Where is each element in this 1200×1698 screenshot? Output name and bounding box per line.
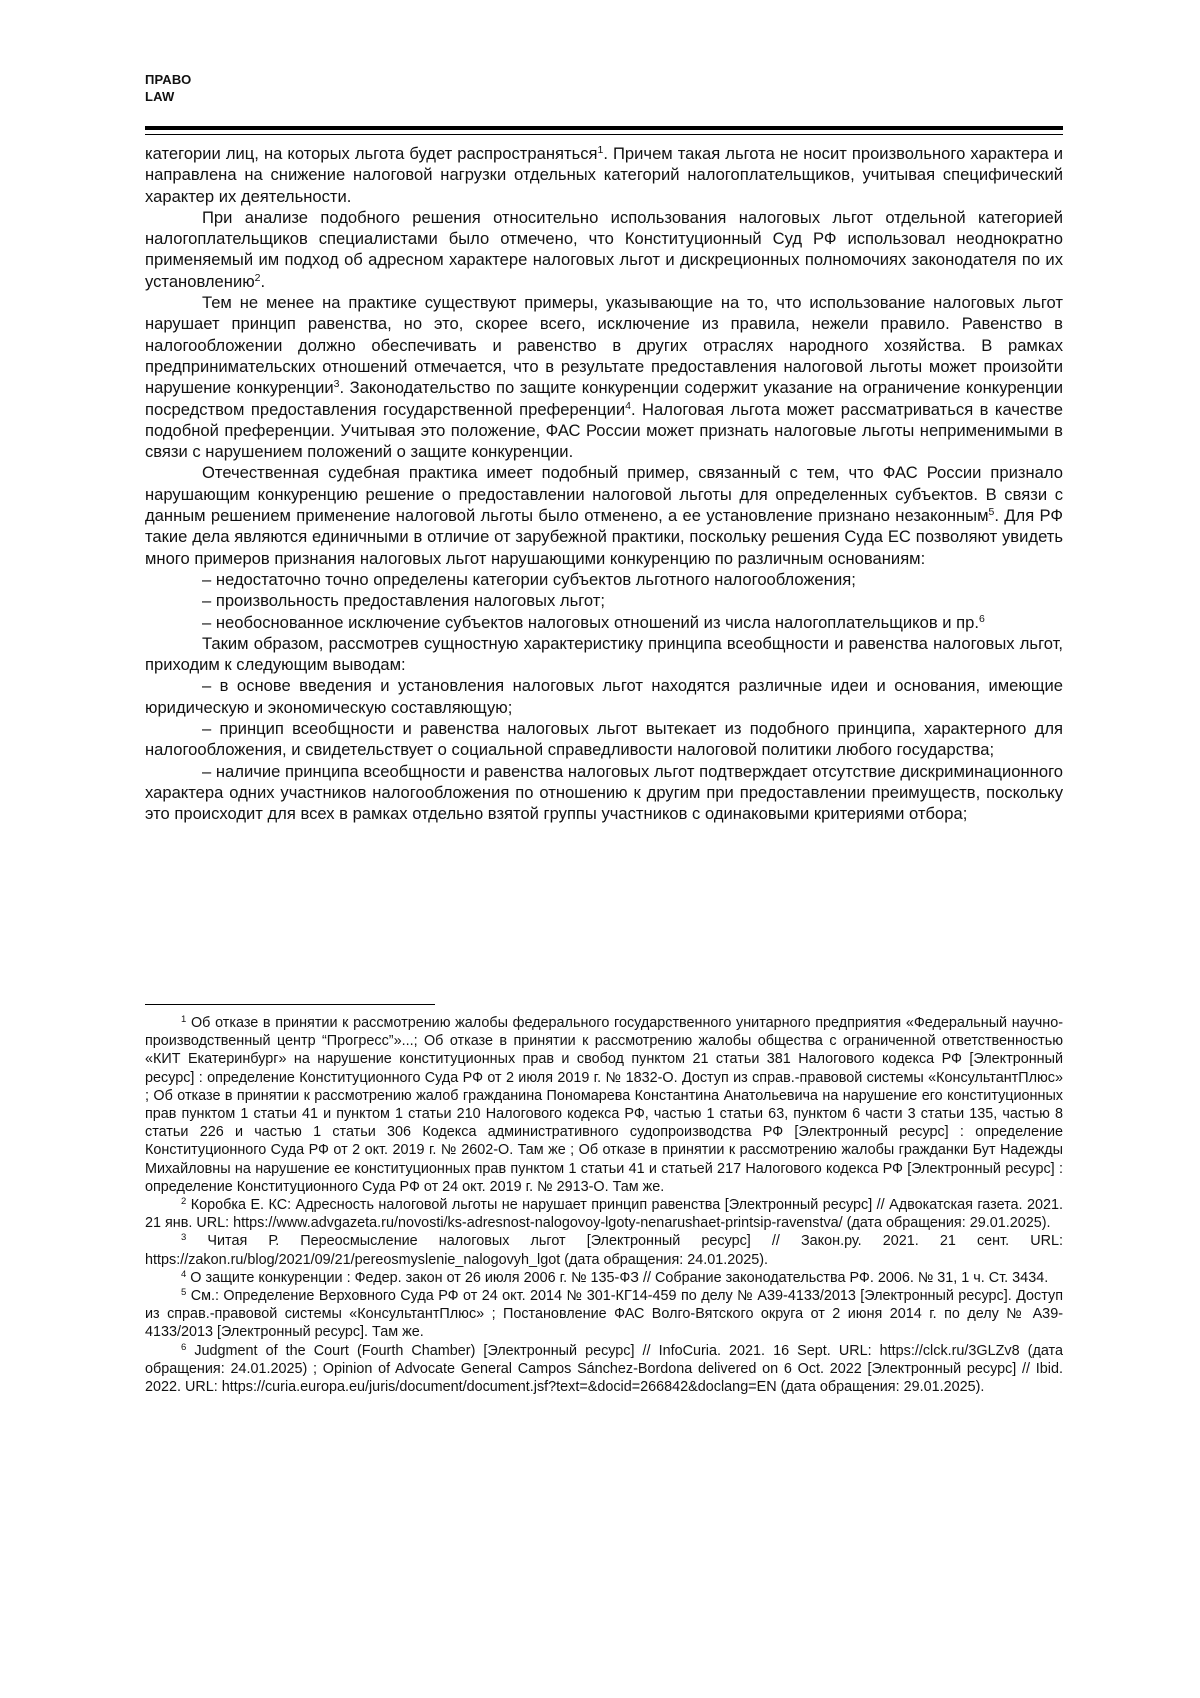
- list-item-2: – произвольность предоставления налоговых льгот;: [202, 591, 605, 611]
- main-text: [145, 143, 1063, 825]
- footnote-3: $^3$ Читая Р. Переосмысление налоговых льгот [Электронный ресурс] // Закон.ру. 2021. 21 сент. URL: https://zakon.ru/blog/2021/09/21/pereosmyslenie_nalogovyh_lgot (дата обращения: 24.01.2025).: [145, 1232, 1063, 1268]
- paragraph-2: При анализе подобного решения относительно использования налоговых льгот отдельной категорией налогоплательщиков специалистами было отмечено, что Конституционный Суд РФ использовал неоднократно применяемый им подход об адресном характере налоговых льгот и дискреционных полномочиях законодателя по их установлению$^2$.: [145, 207, 1063, 291]
- list-item-1: – недостаточно точно определены категории субъектов льготного налогообложения;: [202, 569, 856, 589]
- footnote-ref-4: 4: [625, 399, 631, 412]
- footnote-ref-2: 2: [254, 271, 261, 284]
- footnote-separator: [145, 1004, 435, 1005]
- paragraph-3: Тем не менее на практике существуют примеры, указывающие на то, что использование налоговых льгот нарушает принцип равенства, но это, скорее всего, исключение из правила, нежели правило. Равенство в налогообложении должно обеспечивать и равенство в других отраслях народного хозяйства. В рамках предпринимательских отношений отмечается, что в результате предоставления налоговой льготы может произойти нарушение конкуренции$^3$. Законодательство по защите конкуренции содержит указание на ограничение конкуренции посредством предоставления государственной преференции$^4$. Налоговая льгота может рассматриваться в качестве подобной преференции. Учитывая это положение, ФАС России может признать налоговые льготы неприменимыми в связи с нарушением положений о защите конкуренции.: [145, 293, 1063, 462]
- list-item-4: – в основе введения и установления налоговых льгот находятся различные идеи и основания, имеющие юридическую и экономическую составляющую;: [145, 676, 1063, 717]
- footnote-4: $^4$ О защите конкуренции : Федер. закон от 26 июля 2006 г. № 135-ФЗ // Собрание законодательства РФ. 2006. № 31, 1 ч. Ст. 3434.: [181, 1268, 1049, 1286]
- paragraph-5: Таким образом, рассмотрев сущностную характеристику принципа всеобщности и равенства налоговых льгот, приходим к следующим выводам:: [145, 633, 1063, 675]
- running-header: [145, 71, 191, 105]
- footnote-ref-5: 5: [988, 506, 995, 519]
- paragraph-1: категории лиц, на которых льгота будет распространяться$^1$. Причем такая льгота не носит произвольного характера и направлена на снижение налоговой нагрузки отдельных категорий налогоплательщиков, учитывая специфический характер их деятельности.: [145, 144, 1064, 206]
- list-item-5: – принцип всеобщности и равенства налоговых льгот вытекает из подобного принципа, характерного для налогообложения, и свидетельствует о социальной справедливости налоговой политики любого государства;: [145, 719, 1063, 760]
- list-item-3: – необоснованное исключение субъектов налоговых отношений из числа налогоплательщиков и пр.$^6$: [202, 612, 985, 632]
- footnote-ref-1: 1: [597, 144, 604, 156]
- header-rule-thick: [145, 126, 1063, 130]
- footnote-1: $^1$ Об отказе в принятии к рассмотрению жалобы федерального государственного унитарного предприятия «Федеральный научно-производственный центр “Прогресс”»...; Об отказе в принятии к рассмотрению жалобы общества с ограниченной ответственностью «КИТ Екатеринбург» на нарушение конституционных прав и свобод пунктом 21 статьи 381 Налогового кодекса РФ [Электронный ресурс] : определение Конституционного Суда РФ от 2 июля 2019 г. № 1832-О. Доступ из справ.-правовой системы «КонсультантПлюс» ; Об отказе в принятии к рассмотрению жалоб гражданина Пономарева Константина Анатольевича на нарушение его конституционных прав пунктом 1 статьи 41 и пунктом 1 статьи 210 Налогового кодекса РФ, частью 1 статьи 63, пунктом 6 части 3 статьи 135, частью 8 статьи 226 и частью 1 статьи 306 Кодекса административного судопроизводства РФ [Электронный ресурс] : определение Конституционного Суда РФ от 2 окт. 2019 г. № 2602-О. Там же ; Об отказе в принятии к рассмотрению жалобы гражданки Бут Надежды Михайловны на нарушение ее конституционных прав пунктом 1 статьи 41 и статьей 217 Налогового кодекса РФ [Электронный ресурс] : определение Конституционного Суда РФ от 24 окт. 2019 г. № 2913-О. Там же.: [145, 1014, 1063, 1195]
- paragraph-4: Отечественная судебная практика имеет подобный пример, связанный с тем, что ФАС России признало нарушающим конкуренцию решение о предоставлении налоговой льготы для определенных субъектов. В связи с данным решением применение налоговой льготы было отменено, а ее установление признано незаконным$^5$. Для РФ такие дела являются единичными в отличие от зарубежной практики, поскольку решения Суда ЕС позволяют увидеть много примеров признания налоговых льгот нарушающими конкуренцию по различным основаниям:: [145, 463, 1063, 568]
- header-rule-thin: [145, 134, 1063, 135]
- footnote-5: $^5$ См.: Определение Верховного Суда РФ от 24 окт. 2014 № 301-КГ14-459 по делу № А39-4133/2013 [Электронный ресурс]. Доступ из справ.-правовой системы «КонсультантПлюс» ; Постановление ФАС Волго-Вятского округа от 2 июня 2014 г. по делу № А39-4133/2013 [Электронный ресурс]. Там же.: [145, 1287, 1063, 1341]
- footnote-2: $^2$ Коробка Е. КС: Адресность налоговой льготы не нарушает принцип равенства [Электронный ресурс] // Адвокатская газета. 2021. 21 янв. URL: https://www.advgazeta.ru/novosti/ks-adresnost-nalogovoy-lgoty-nenarushaet-printsip-ravenstva/ (дата обращения: 29.01.2025).: [145, 1196, 1063, 1232]
- list-item-6: – наличие принципа всеобщности и равенства налоговых льгот подтверждает отсутствие дискриминационного характера одних участников налогообложения по отношению к другим при предоставлении преимуществ, поскольку это происходит для всех в рамках отдельно взятой группы участников с одинаковыми критериями отбора;: [145, 761, 1063, 824]
- footnotes: [145, 1014, 1063, 1396]
- footnote-ref-6: 6: [978, 612, 985, 625]
- footnote-ref-3: 3: [333, 378, 340, 391]
- header-title-en: LAW: [145, 89, 175, 104]
- footnote-6: $^6$ Judgment of the Court (Fourth Chamber) [Электронный ресурс] // InfoCuria. 2021. 16 Sept. URL: https://clck.ru/3GLZv8 (дата обращения: 24.01.2025) ; Opinion of Advocate General Campos Sánchez-Bordona delivered on 6 Oct. 2022 [Электронный ресурс] // Ibid. 2022. URL: https://curia.europa.eu/juris/document/document.jsf?text=&docid=266842&doclang=EN (дата обращения: 29.01.2025).: [145, 1341, 1063, 1396]
- header-title-ru: ПРАВО: [145, 72, 192, 87]
